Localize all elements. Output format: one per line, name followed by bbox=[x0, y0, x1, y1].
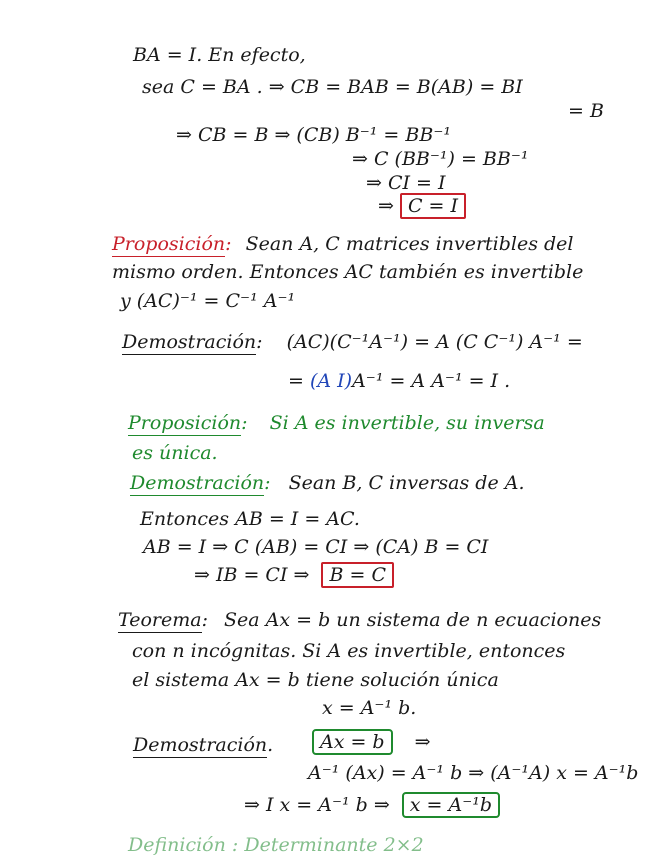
theorem-formula: x = A⁻¹ b. bbox=[322, 697, 417, 719]
prop1-line3: y (AC)⁻¹ = C⁻¹ A⁻¹ bbox=[120, 290, 296, 312]
proposition2-label: Proposición bbox=[128, 412, 242, 434]
result-box-b-equals-c: B = C bbox=[321, 562, 394, 588]
theorem-demo-line1 bbox=[133, 734, 273, 756]
demostracion2-text: Sean B, C inversas de A. bbox=[288, 472, 525, 494]
demostracion2-colon: : bbox=[264, 472, 271, 494]
proposition-colon: : bbox=[225, 233, 232, 255]
demostracion3-label: Demostración bbox=[133, 734, 268, 756]
theorem-demo-line3 bbox=[244, 794, 500, 816]
teorema-label: Teorema bbox=[118, 609, 202, 631]
result-box-c-equals-i: C = I bbox=[400, 193, 466, 219]
prop2-line5-text: ⇒ IB = CI ⇒ bbox=[194, 564, 310, 586]
prop1-line2: mismo orden. Entonces AC también es invertible bbox=[112, 261, 584, 283]
demostracion-colon: : bbox=[256, 331, 263, 353]
teorema-colon: : bbox=[201, 609, 208, 631]
block1-line7 bbox=[378, 195, 466, 217]
result-box-x-equals-ainv-b: x = A⁻¹b bbox=[402, 792, 500, 818]
prop1-line1 bbox=[112, 233, 574, 255]
prop1-demo-line2 bbox=[288, 370, 510, 392]
demostracion3-dot: . bbox=[267, 734, 274, 756]
theorem-demo-line3-text: ⇒ I x = A⁻¹ b ⇒ bbox=[244, 794, 390, 816]
equation-box-ax-equals-b: Ax = b bbox=[312, 729, 393, 755]
prop2-line5 bbox=[194, 564, 394, 586]
block1-line2: sea C = BA . ⇒ CB = BAB = B(AB) = BI bbox=[142, 76, 523, 98]
block1-line5: ⇒ C (BB⁻¹) = BB⁻¹ bbox=[352, 148, 529, 170]
theorem-line3: el sistema Ax = b tiene solución única bbox=[132, 669, 499, 691]
teorema-text: Sea Ax = b un sistema de n ecuaciones bbox=[224, 609, 602, 631]
prop2-line4: AB = I ⇒ C (AB) = CI ⇒ (CA) B = CI bbox=[143, 536, 489, 558]
prop2-line1 bbox=[128, 412, 545, 434]
theorem-demo-line2: A⁻¹ (Ax) = A⁻¹ b ⇒ (A⁻¹A) x = A⁻¹b bbox=[308, 762, 639, 784]
block1-line6: ⇒ CI = I bbox=[366, 172, 446, 194]
block1-line3: = B bbox=[568, 100, 604, 122]
prop2-line2: es única. bbox=[132, 442, 218, 464]
demostracion2-label: Demostración bbox=[130, 472, 265, 494]
prop1-demo-line1 bbox=[122, 331, 583, 353]
theorem-line1 bbox=[118, 609, 601, 631]
proposition-text: Sean A, C matrices invertibles del bbox=[245, 233, 574, 255]
implies-arrow: ⇒ bbox=[378, 195, 394, 217]
demo-eq-pre: = bbox=[288, 370, 310, 392]
block1-line1: BA = I. En efecto, bbox=[133, 44, 306, 66]
demo-eq-blue-part: (A I) bbox=[309, 370, 353, 392]
cutoff-definition-line: Definición : Determinante 2×2 bbox=[128, 834, 424, 856]
block1-line4: ⇒ CB = B ⇒ (CB) B⁻¹ = BB⁻¹ bbox=[176, 124, 451, 146]
demostracion-label: Demostración bbox=[122, 331, 257, 353]
proposition2-colon: : bbox=[241, 412, 248, 434]
demo-eq-post: A⁻¹ = A A⁻¹ = I . bbox=[352, 370, 511, 392]
theorem-line2: con n incógnitas. Si A es invertible, entonces bbox=[132, 640, 566, 662]
demo-equation: (AC)(C⁻¹A⁻¹) = A (C C⁻¹) A⁻¹ = bbox=[286, 331, 583, 353]
proposition-label: Proposición bbox=[112, 233, 226, 255]
prop2-line3: Entonces AB = I = AC. bbox=[140, 508, 360, 530]
proposition2-text: Si A es invertible, su inversa bbox=[269, 412, 545, 434]
implies-arrow-2: ⇒ bbox=[414, 731, 431, 753]
prop2-demo-line bbox=[130, 472, 525, 494]
theorem-demo-box-line bbox=[312, 731, 431, 753]
